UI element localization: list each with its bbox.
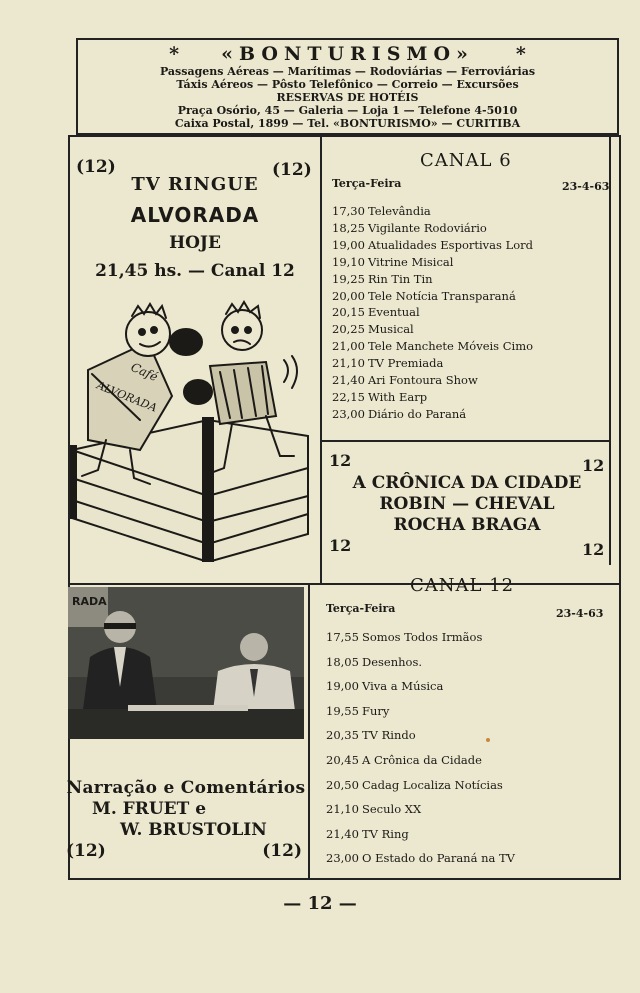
- program-time: 22,15: [332, 389, 365, 404]
- tv-ringue-ad: [70, 150, 320, 281]
- schedule-date: 23-4-63: [556, 607, 604, 620]
- program-name: Atualidades Esportivas Lord: [368, 237, 533, 252]
- schedule-title: CANAL 12: [410, 575, 515, 596]
- program-name: Eventual: [368, 305, 420, 320]
- program-name: Rin Tin Tin: [368, 271, 433, 286]
- ad-brand: ALVORADA: [130, 203, 260, 227]
- program-row: [326, 704, 389, 718]
- program-row: [332, 204, 431, 218]
- program-row: [332, 221, 487, 235]
- schedule-day: Terça-Feira: [332, 177, 402, 190]
- sack-text: ALVORADA: [94, 378, 159, 415]
- program-name: TV Ring: [362, 826, 409, 841]
- program-row: [326, 630, 482, 644]
- divider: [320, 135, 322, 585]
- cronica-title: A CRÔNICA DA CIDADE: [352, 473, 582, 493]
- cronica-hosts: ROBIN — CHEVAL: [379, 494, 555, 514]
- studio-sign: RADA: [72, 595, 107, 608]
- program-row: [332, 407, 466, 421]
- program-name: A Crônica da Cidade: [362, 753, 482, 767]
- program-name: Seculo XX: [362, 802, 422, 817]
- star-left-icon: *: [169, 43, 180, 65]
- program-time: 20,15: [332, 305, 365, 320]
- program-row: [332, 390, 427, 404]
- program-row: [332, 238, 533, 252]
- commentators-photo: [68, 587, 304, 739]
- program-name: Viva a Música: [362, 679, 444, 694]
- narrator-name: M. FRUET e: [92, 799, 207, 819]
- channel-number: 12: [329, 536, 352, 555]
- bonturismo-ad: [76, 38, 619, 135]
- program-row: [326, 655, 422, 669]
- program-row: [332, 339, 533, 353]
- program-row: [326, 728, 416, 742]
- program-time: 19,00: [326, 679, 359, 694]
- channel-badge: (12): [66, 841, 106, 861]
- program-name: Tele Notícia Transparaná: [368, 288, 516, 303]
- program-name: Televândia: [368, 204, 431, 218]
- cronica-host: ROCHA BRAGA: [393, 515, 541, 535]
- program-row: [326, 802, 421, 816]
- program-name: O Estado do Paraná na TV: [362, 851, 515, 866]
- program-name: Fury: [362, 703, 390, 718]
- program-name: TV Premiada: [368, 356, 444, 371]
- program-row: [332, 322, 414, 336]
- page-number: — 12 —: [283, 893, 357, 914]
- brand-line: [78, 43, 617, 65]
- program-row: [332, 356, 443, 370]
- divider: [609, 135, 611, 565]
- program-time: 17,55: [326, 630, 359, 644]
- schedule-day: Terça-Feira: [326, 602, 396, 615]
- program-name: Tele Manchete Móveis Cimo: [368, 339, 534, 354]
- ad-today: HOJE: [169, 233, 221, 253]
- ad-time: 21,45 hs. — Canal 12: [95, 261, 295, 281]
- program-time: 17,30: [332, 204, 365, 218]
- program-name: TV Rindo: [362, 728, 416, 743]
- program-name: Somos Todos Irmãos: [362, 630, 483, 644]
- channel-badge: (12): [76, 157, 116, 177]
- program-name: With Earp: [368, 389, 428, 404]
- program-time: 21,40: [326, 826, 359, 841]
- channel-badge: (12): [262, 841, 302, 861]
- program-time: 19,10: [332, 254, 365, 269]
- program-time: 20,00: [332, 288, 365, 303]
- program-row: [326, 851, 515, 865]
- divider: [68, 583, 621, 585]
- services-line-1: Passagens Aéreas — Marítimas — Rodoviárias — Ferroviárias: [159, 65, 536, 78]
- channel-number: 12: [582, 540, 605, 559]
- program-name: Desenhos.: [362, 654, 423, 669]
- ad-title: TV RINGUE: [131, 174, 259, 195]
- channel-badge: (12): [272, 160, 312, 180]
- divider: [320, 440, 610, 442]
- program-time: 20,45: [326, 753, 359, 767]
- schedule-title: CANAL 6: [420, 150, 512, 171]
- narration-heading: Narração e Comentários: [66, 778, 306, 798]
- contact-line: Caixa Postal, 1899 — Tel. «BONTURISMO» — CURITIBA: [174, 117, 521, 130]
- program-time: 20,50: [326, 777, 359, 792]
- cronica-ad: [326, 450, 608, 536]
- program-row: [326, 778, 503, 792]
- program-time: 21,10: [332, 356, 365, 371]
- sack-text: Café: [128, 359, 160, 385]
- channel-number: 12: [329, 451, 352, 470]
- program-time: 21,40: [332, 373, 365, 387]
- divider: [308, 585, 310, 880]
- program-row: [326, 827, 409, 841]
- program-name: Ari Fontoura Show: [368, 373, 478, 387]
- services-line-2: Táxis Aéreos — Pôsto Telefônico — Correio — Excursões: [176, 78, 519, 91]
- program-name: Cadag Localiza Notícias: [362, 777, 503, 792]
- program-name: Vitrine Misical: [368, 254, 454, 269]
- program-row: [332, 305, 420, 319]
- program-time: 18,25: [332, 220, 365, 235]
- program-name: Musical: [368, 322, 414, 337]
- narration-credits: [64, 778, 308, 862]
- star-right-icon: *: [515, 43, 526, 65]
- program-time: 19,25: [332, 271, 365, 286]
- program-time: 18,05: [326, 654, 359, 669]
- program-time: 20,35: [326, 728, 359, 743]
- program-time: 23,00: [326, 851, 359, 866]
- program-row: [332, 373, 478, 387]
- program-row: [332, 255, 453, 269]
- address-line: Praça Osório, 45 — Galeria — Loja 1 — Telefone 4-5010: [177, 104, 518, 117]
- program-time: 23,00: [332, 406, 365, 421]
- program-name: Vigilante Rodoviário: [368, 220, 487, 235]
- boxing-cartoon-illustration: [70, 300, 310, 562]
- program-time: 19,00: [332, 237, 365, 252]
- program-time: 20,25: [332, 322, 365, 337]
- program-time: 19,55: [326, 703, 359, 718]
- channel-number: 12: [582, 456, 605, 475]
- program-time: 21,10: [326, 802, 359, 817]
- ink-speck: [486, 738, 490, 742]
- commentator-name: W. BRUSTOLIN: [120, 820, 267, 840]
- program-row: [332, 272, 433, 286]
- brand-name: «BONTURISMO»: [221, 43, 474, 65]
- program-row: [326, 753, 482, 767]
- hotel-reservations: RESERVAS DE HOTÉIS: [276, 91, 419, 104]
- program-row: [332, 289, 516, 303]
- program-time: 21,00: [332, 339, 365, 354]
- program-row: [326, 679, 443, 693]
- program-name: Diário do Paraná: [368, 406, 467, 421]
- schedule-date: 23-4-63: [562, 180, 610, 193]
